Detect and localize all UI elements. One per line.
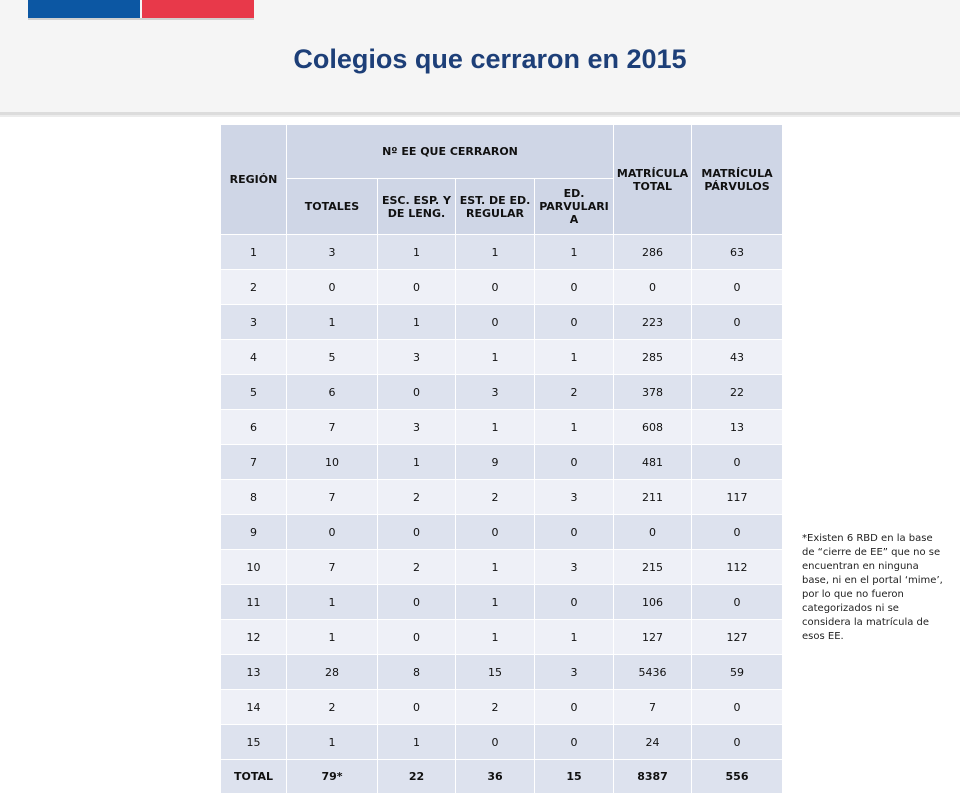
table-cell: 0 <box>535 515 614 550</box>
table-cell: 112 <box>692 550 783 585</box>
table-cell: 608 <box>614 410 692 445</box>
table-cell: 3 <box>378 410 456 445</box>
table-cell: 22 <box>692 375 783 410</box>
table-cell: 1 <box>287 620 378 655</box>
table-cell: 7 <box>221 445 287 480</box>
table-total-row <box>221 760 783 794</box>
table-cell: 1 <box>456 585 535 620</box>
table-row <box>221 375 783 410</box>
table-cell: 1 <box>456 410 535 445</box>
table-row <box>221 585 783 620</box>
table-row <box>221 445 783 480</box>
table-cell: 1 <box>378 235 456 270</box>
total-cell: 79* <box>287 760 378 794</box>
table-row <box>221 270 783 305</box>
header-matricula-parvulos: MATRÍCULA PÁRVULOS <box>692 125 783 235</box>
slide-title: Colegios que cerraron en 2015 <box>293 44 687 74</box>
table-cell: 7 <box>614 690 692 725</box>
table-cell: 2 <box>535 375 614 410</box>
table-cell: 24 <box>614 725 692 760</box>
header-esc-esp: ESC. ESP. Y DE LENG. <box>378 179 456 235</box>
table-cell: 0 <box>692 445 783 480</box>
table-cell: 2 <box>287 690 378 725</box>
table-row <box>221 550 783 585</box>
table-cell: 8 <box>221 480 287 515</box>
table-cell: 9 <box>456 445 535 480</box>
table-cell: 0 <box>378 270 456 305</box>
table-cell: 215 <box>614 550 692 585</box>
table-cell: 6 <box>221 410 287 445</box>
table-cell: 15 <box>456 655 535 690</box>
table-cell: 0 <box>692 305 783 340</box>
flag-blue-stripe <box>28 0 140 18</box>
table-cell: 1 <box>378 725 456 760</box>
table-cell: 7 <box>287 550 378 585</box>
table-cell: 1 <box>535 235 614 270</box>
table-cell: 10 <box>221 550 287 585</box>
table-cell: 0 <box>692 725 783 760</box>
total-cell: TOTAL <box>221 760 287 794</box>
total-cell: 15 <box>535 760 614 794</box>
table-cell: 1 <box>535 340 614 375</box>
table-cell: 223 <box>614 305 692 340</box>
table-row <box>221 690 783 725</box>
table-cell: 0 <box>692 585 783 620</box>
table-cell: 9 <box>221 515 287 550</box>
table-cell: 0 <box>378 515 456 550</box>
table-cell: 1 <box>456 550 535 585</box>
table-cell: 3 <box>378 340 456 375</box>
table-cell: 0 <box>456 515 535 550</box>
table-cell: 0 <box>692 270 783 305</box>
table-cell: 43 <box>692 340 783 375</box>
table-cell: 5436 <box>614 655 692 690</box>
total-cell: 8387 <box>614 760 692 794</box>
table-cell: 63 <box>692 235 783 270</box>
table-cell: 11 <box>221 585 287 620</box>
table-cell: 2 <box>378 550 456 585</box>
table-cell: 106 <box>614 585 692 620</box>
table-cell: 211 <box>614 480 692 515</box>
table-cell: 0 <box>378 585 456 620</box>
table-cell: 0 <box>692 515 783 550</box>
header-totales: TOTALES <box>287 179 378 235</box>
table-cell: 2 <box>221 270 287 305</box>
table-cell: 13 <box>692 410 783 445</box>
table-cell: 3 <box>535 480 614 515</box>
table-cell: 8 <box>378 655 456 690</box>
table-cell: 378 <box>614 375 692 410</box>
table-cell: 1 <box>456 235 535 270</box>
table-cell: 1 <box>456 620 535 655</box>
table-cell: 0 <box>287 515 378 550</box>
table-cell: 3 <box>221 305 287 340</box>
table-cell: 0 <box>535 445 614 480</box>
table-cell: 0 <box>378 620 456 655</box>
table-cell: 1 <box>287 725 378 760</box>
table-cell: 481 <box>614 445 692 480</box>
table-cell: 0 <box>614 515 692 550</box>
table-header-row <box>221 125 783 179</box>
table-cell: 0 <box>456 270 535 305</box>
header-divider-shadow <box>0 115 960 117</box>
total-cell: 556 <box>692 760 783 794</box>
flag-underline <box>28 18 254 20</box>
table-cell: 2 <box>456 480 535 515</box>
table-cell: 6 <box>287 375 378 410</box>
table-cell: 0 <box>692 690 783 725</box>
table-row <box>221 655 783 690</box>
table-row <box>221 305 783 340</box>
table-body <box>221 235 783 794</box>
table-cell: 1 <box>535 410 614 445</box>
table-cell: 14 <box>221 690 287 725</box>
table-row <box>221 340 783 375</box>
table-cell: 1 <box>535 620 614 655</box>
table-cell: 0 <box>378 375 456 410</box>
table-cell: 0 <box>378 690 456 725</box>
table-cell: 0 <box>456 305 535 340</box>
table-cell: 4 <box>221 340 287 375</box>
table-cell: 2 <box>378 480 456 515</box>
table-cell: 1 <box>456 340 535 375</box>
table-row <box>221 515 783 550</box>
table-cell: 0 <box>535 690 614 725</box>
table-cell: 3 <box>456 375 535 410</box>
table-cell: 127 <box>614 620 692 655</box>
table-cell: 7 <box>287 480 378 515</box>
table-cell: 3 <box>535 550 614 585</box>
table-cell: 0 <box>614 270 692 305</box>
table-cell: 1 <box>378 445 456 480</box>
table-cell: 127 <box>692 620 783 655</box>
table-cell: 28 <box>287 655 378 690</box>
table-cell: 13 <box>221 655 287 690</box>
total-cell: 36 <box>456 760 535 794</box>
table-cell: 1 <box>287 305 378 340</box>
footnote: *Existen 6 RBD en la base de “cierre de EE” que no se encuentran en ninguna base, ni en el portal ‘mime’, por lo que no fueron categorizados ni se considera la matrícula de esos EE. <box>802 533 943 642</box>
table-cell: 15 <box>221 725 287 760</box>
header-matricula-total: MATRÍCULA TOTAL <box>614 125 692 235</box>
table-cell: 3 <box>535 655 614 690</box>
header-ed-parvularia: ED. PARVULARI A <box>535 179 614 235</box>
table-cell: 5 <box>287 340 378 375</box>
table-cell: 1 <box>287 585 378 620</box>
table-cell: 117 <box>692 480 783 515</box>
header-region: REGIÓN <box>221 125 287 235</box>
table-cell: 0 <box>535 270 614 305</box>
table-cell: 286 <box>614 235 692 270</box>
table-row <box>221 725 783 760</box>
table-cell: 12 <box>221 620 287 655</box>
table-cell: 0 <box>287 270 378 305</box>
table-cell: 285 <box>614 340 692 375</box>
table-cell: 5 <box>221 375 287 410</box>
table-row <box>221 410 783 445</box>
header-ee-closed: Nº EE QUE CERRARON <box>287 125 614 179</box>
table-cell: 0 <box>535 585 614 620</box>
total-cell: 22 <box>378 760 456 794</box>
table-row <box>221 620 783 655</box>
table-cell: 1 <box>221 235 287 270</box>
table-cell: 7 <box>287 410 378 445</box>
header-est-regular: EST. DE ED. REGULAR <box>456 179 535 235</box>
closed-schools-table <box>220 124 783 794</box>
table-row <box>221 480 783 515</box>
table-cell: 1 <box>378 305 456 340</box>
table-row <box>221 235 783 270</box>
table-cell: 0 <box>535 305 614 340</box>
table-cell: 3 <box>287 235 378 270</box>
table-cell: 59 <box>692 655 783 690</box>
table-cell: 2 <box>456 690 535 725</box>
table-cell: 0 <box>456 725 535 760</box>
table-cell: 0 <box>535 725 614 760</box>
flag-red-stripe <box>142 0 254 18</box>
table-cell: 10 <box>287 445 378 480</box>
